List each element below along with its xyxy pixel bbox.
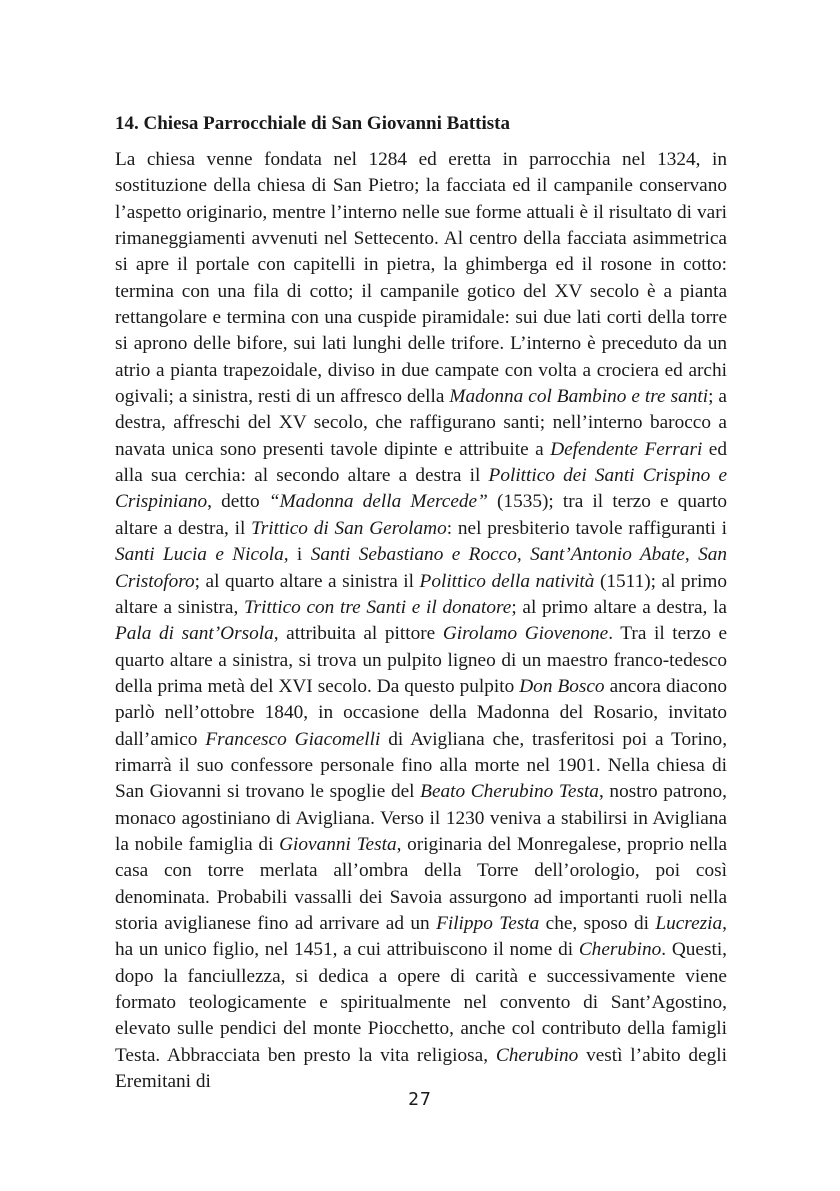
text-run: di Avigliana che, trasferitosi poi a Torino, rimarrà il suo confessore personale fino alla morte nel 1901. Nella chiesa di San Giovanni si trovano le spoglie del bbox=[115, 728, 728, 803]
text-run: : nel presbiterio tavole raffiguranti i bbox=[446, 517, 727, 539]
text-run: , nostro patrono, monaco agostiniano di Avigliana. Verso il 1230 veniva a stabilirsi in Avigliana la nobile famiglia di bbox=[115, 781, 727, 855]
page-content bbox=[115, 112, 727, 1095]
italic-text-run: San Cristoforo bbox=[115, 544, 727, 592]
text-run: , ha un unico figlio, nel 1451, a cui attribuiscono il nome di bbox=[115, 912, 727, 961]
italic-text-run: Polittico dei Santi Crispino e Crispiniano bbox=[115, 465, 727, 513]
italic-text-run: “Madonna della Mercede” bbox=[268, 491, 488, 513]
italic-text-run: Don Bosco bbox=[519, 675, 605, 697]
text-run: , i bbox=[283, 544, 311, 566]
section-heading: 14. Chiesa Parrocchiale di San Giovanni Battista bbox=[115, 113, 510, 134]
italic-text-run: Cherubino bbox=[495, 1044, 579, 1066]
text-run: . Questi, dopo la fanciullezza, si dedica a opere di carità e successivamente viene formato teologicamente e spiritualmente nel convento di Sant’Agostino, elevato sulle pendici del monte Piocchetto, anche col contributo della famigli Testa. Abbracciata ben presto la vita religiosa, bbox=[115, 939, 727, 1066]
text-run: ; al primo altare a destra, la bbox=[511, 596, 727, 618]
text-run: . Tra il terzo e quarto altare a sinistra, si trova un pulpito ligneo di un maestro franco-tedesco della prima metà del XVI secolo. Da questo pulpito bbox=[115, 623, 727, 697]
italic-text-run: Santi Sebastiano e Rocco bbox=[310, 544, 517, 566]
text-run: , bbox=[684, 544, 699, 566]
italic-text-run: Defendente Ferrari bbox=[550, 438, 703, 460]
italic-text-run: Lucrezia bbox=[655, 912, 723, 934]
italic-text-run: Santi Lucia e Nicola bbox=[115, 544, 284, 566]
text-run: ancora diacono parlò nell’ottobre 1840, in occasione della Madonna del Rosario, invitato dall’amico bbox=[115, 675, 727, 750]
italic-text-run: Trittico di San Gerolamo bbox=[251, 517, 447, 539]
text-run: (1535); tra il terzo e quarto altare a destra, il bbox=[115, 491, 727, 539]
text-run: , attribuita al pittore bbox=[273, 623, 443, 645]
italic-text-run: Girolamo Giovenone bbox=[442, 623, 609, 645]
text-run: ed alla sua cerchia: al secondo altare a destra il bbox=[115, 438, 727, 487]
italic-text-run: Trittico con tre Santi e il donatore bbox=[243, 596, 512, 618]
italic-text-run: Polittico della natività bbox=[419, 570, 595, 592]
italic-text-run: Madonna col Bambino e tre santi bbox=[449, 386, 709, 408]
text-run: La chiesa venne fondata nel 1284 ed eretta in parrocchia nel 1324, in sostituzione della chiesa di San Pietro; la facciata ed il campanile conservano l’aspetto originario, mentre l’interno nelle sue forme attuali è il risultato di vari rimaneggiamenti avvenuti nel Settecento. Al centro della facciata asimmetrica si apre il portale con capitelli in pietra, la ghimberga ed il rosone in cotto: termina con una fila di cotto; il campanile gotico del XV secolo è a pianta rettangolare e termina con una cuspide piramidale: sui due lati corti della torre si aprono delle bifore, sui lati lunghi delle trifore. L’interno è preceduto da un atrio a pianta trapezoidale, diviso in due campate con volta a crociera ed archi ogivali; a sinistra, resti di un affresco della bbox=[115, 149, 727, 408]
text-run: che, sposo di bbox=[539, 912, 656, 934]
italic-text-run: Sant’Antonio Abate bbox=[530, 544, 685, 566]
italic-text-run: Beato Cherubino Testa bbox=[420, 781, 599, 803]
italic-text-run: Giovanni Testa bbox=[279, 833, 397, 855]
italic-text-run: Filippo Testa bbox=[436, 912, 540, 934]
italic-text-run: Francesco Giacomelli bbox=[205, 728, 381, 750]
text-run: ; al quarto altare a sinistra il bbox=[194, 570, 420, 592]
text-run: , originaria del Monregalese, proprio nella casa con torre merlata all’ombra della Torre dell’orologio, poi così denominata. Probabili vassalli dei Savoia assurgono ad importanti ruoli nella storia aviglianese fino ad arrivare ad un bbox=[115, 833, 728, 934]
text-run: vestì l’abito degli Eremitani di bbox=[115, 1044, 727, 1093]
italic-text-run: Pala di sant’Orsola bbox=[115, 623, 274, 645]
italic-text-run: Cherubino bbox=[578, 939, 662, 961]
page-number: 27 bbox=[408, 1089, 432, 1110]
text-run: (1511); al primo altare a sinistra, bbox=[115, 570, 727, 618]
text-run: ; a destra, affreschi del XV secolo, che raffigurano santi; nell’interno barocco a navata unica sono presenti tavole dipinte e attribuite a bbox=[115, 386, 727, 460]
text-run: , detto bbox=[207, 491, 269, 513]
text-run: , bbox=[516, 544, 531, 566]
body-paragraph bbox=[115, 147, 727, 1095]
